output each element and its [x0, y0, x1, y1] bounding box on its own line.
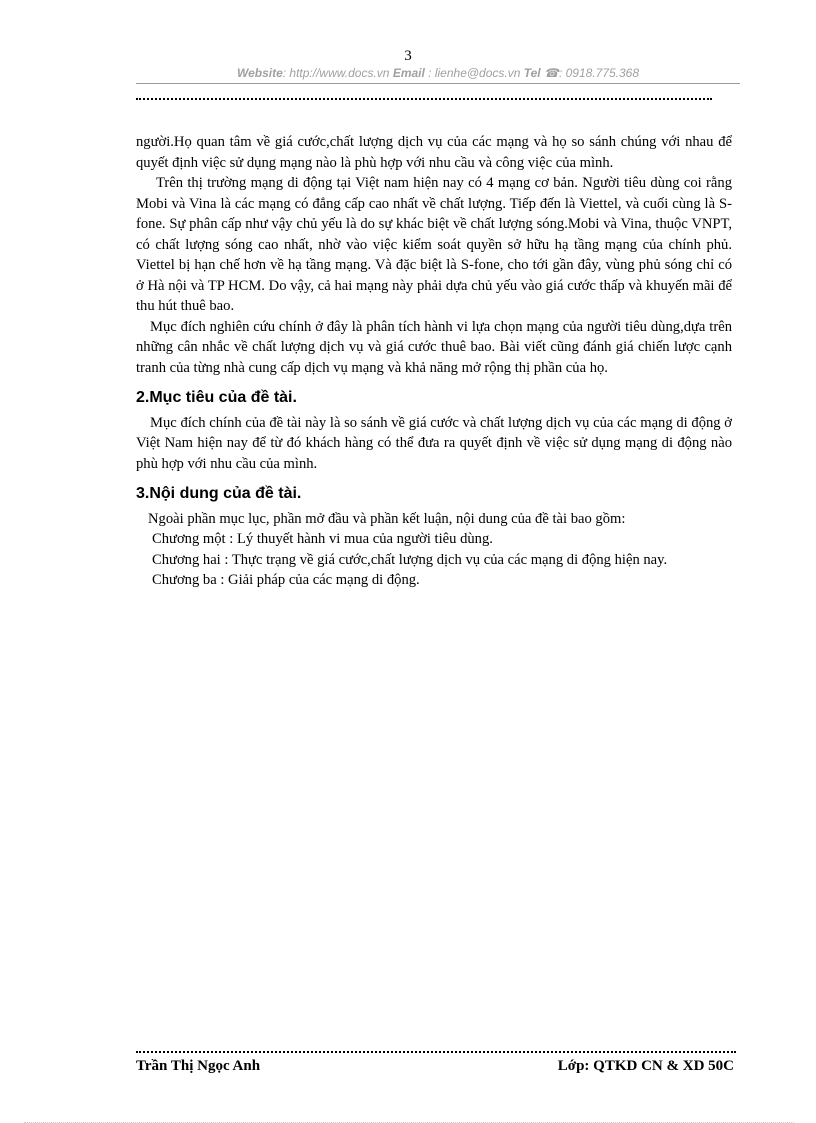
website-value: : http://www.docs.vn [282, 66, 390, 80]
footer-class: Lớp: QTKD CN & XD 50C [557, 1058, 734, 1074]
heading-objectives: 2.Mục tiêu của đề tài. [136, 389, 297, 406]
email-label: Email [392, 66, 425, 80]
heading-contents: 3.Nội dung của đề tài. [136, 485, 302, 502]
tel-label: Tel [523, 66, 541, 80]
header-contact-line [136, 66, 740, 80]
paragraph-2: Trên thị trường mạng di động tại Việt nam hiện nay có 4 mạng cơ bản. Người tiêu dùng coi rằng Mobi và Vina là các mạng có đẳng cấp cao nhất về chất lượng. Tiếp đến là Viettel, và cuối cùng là S-fone. Sự phân cấp như vậy chủ yếu là do sự khác biệt về chất lượng sóng.Mobi và Vina, thuộc VNPT, có chất lượng sóng cao nhất, nhờ vào việc kiểm soát quyền sở hữu hạ tầng mạng của chính phủ. Viettel bị hạn chế hơn về hạ tầng mạng. Và đặc biệt là S-fone, cho tới gần đây, vùng phủ sóng chỉ có ở Hà nội và TP HCM. Do vậy, cả hai mạng này phải dựa chủ yếu vào giá cước thấp và khuyến mãi để thu hút thuê bao. [136, 175, 732, 314]
page-number: 3 [404, 48, 412, 64]
footer-author: Trần Thị Ngọc Anh [136, 1058, 261, 1074]
paragraph-4: Mục đích chính của đề tài này là so sánh về giá cước và chất lượng dịch vụ của các mạng di động ở Việt Nam hiện nay để từ đó khách hàng có thể đưa ra quyết định về việc sử dụng mạng di động nào phù hợp với nhu cầu của mình. [136, 414, 732, 472]
list-intro: Ngoài phần mục lục, phần mở đầu và phần kết luận, nội dung của đề tài bao gồm: [148, 510, 626, 527]
header-dotted-rule [136, 98, 712, 100]
footer-dotted-rule [136, 1051, 736, 1053]
paragraph-3: Mục đích nghiên cứu chính ở đây là phân tích hành vi lựa chọn mạng của người tiêu dùng,dựa trên những cân nhắc về chất lượng dịch vụ và giá cước thuê bao. Bài viết cũng đánh giá chiến lược cạnh tranh của từng nhà cung cấp dịch vụ mạng và khả năng mở rộng thị phần của họ. [136, 318, 732, 376]
chapter-item: Chương ba : Giải pháp của các mạng di động. [152, 572, 420, 588]
email-value: : lienhe@docs.vn [428, 66, 521, 80]
phone-icon: ☎ [544, 66, 559, 80]
paragraph-1: người.Họ quan tâm về giá cước,chất lượng dịch vụ của các mạng và họ so sánh chúng với nhau để quyết định việc sử dụng mạng nào là phù hợp với nhu cầu và công việc của mình. [136, 134, 732, 171]
website-label: Website [236, 66, 283, 80]
header-rule [136, 83, 740, 84]
main-content [136, 132, 732, 591]
chapter-item: Chương hai : Thực trạng về giá cước,chất lượng dịch vụ của các mạng di động hiện nay. [152, 551, 668, 568]
tel-value: : 0918.775.368 [558, 66, 640, 80]
chapter-item: Chương một : Lý thuyết hành vi mua của người tiêu dùng. [152, 531, 493, 547]
